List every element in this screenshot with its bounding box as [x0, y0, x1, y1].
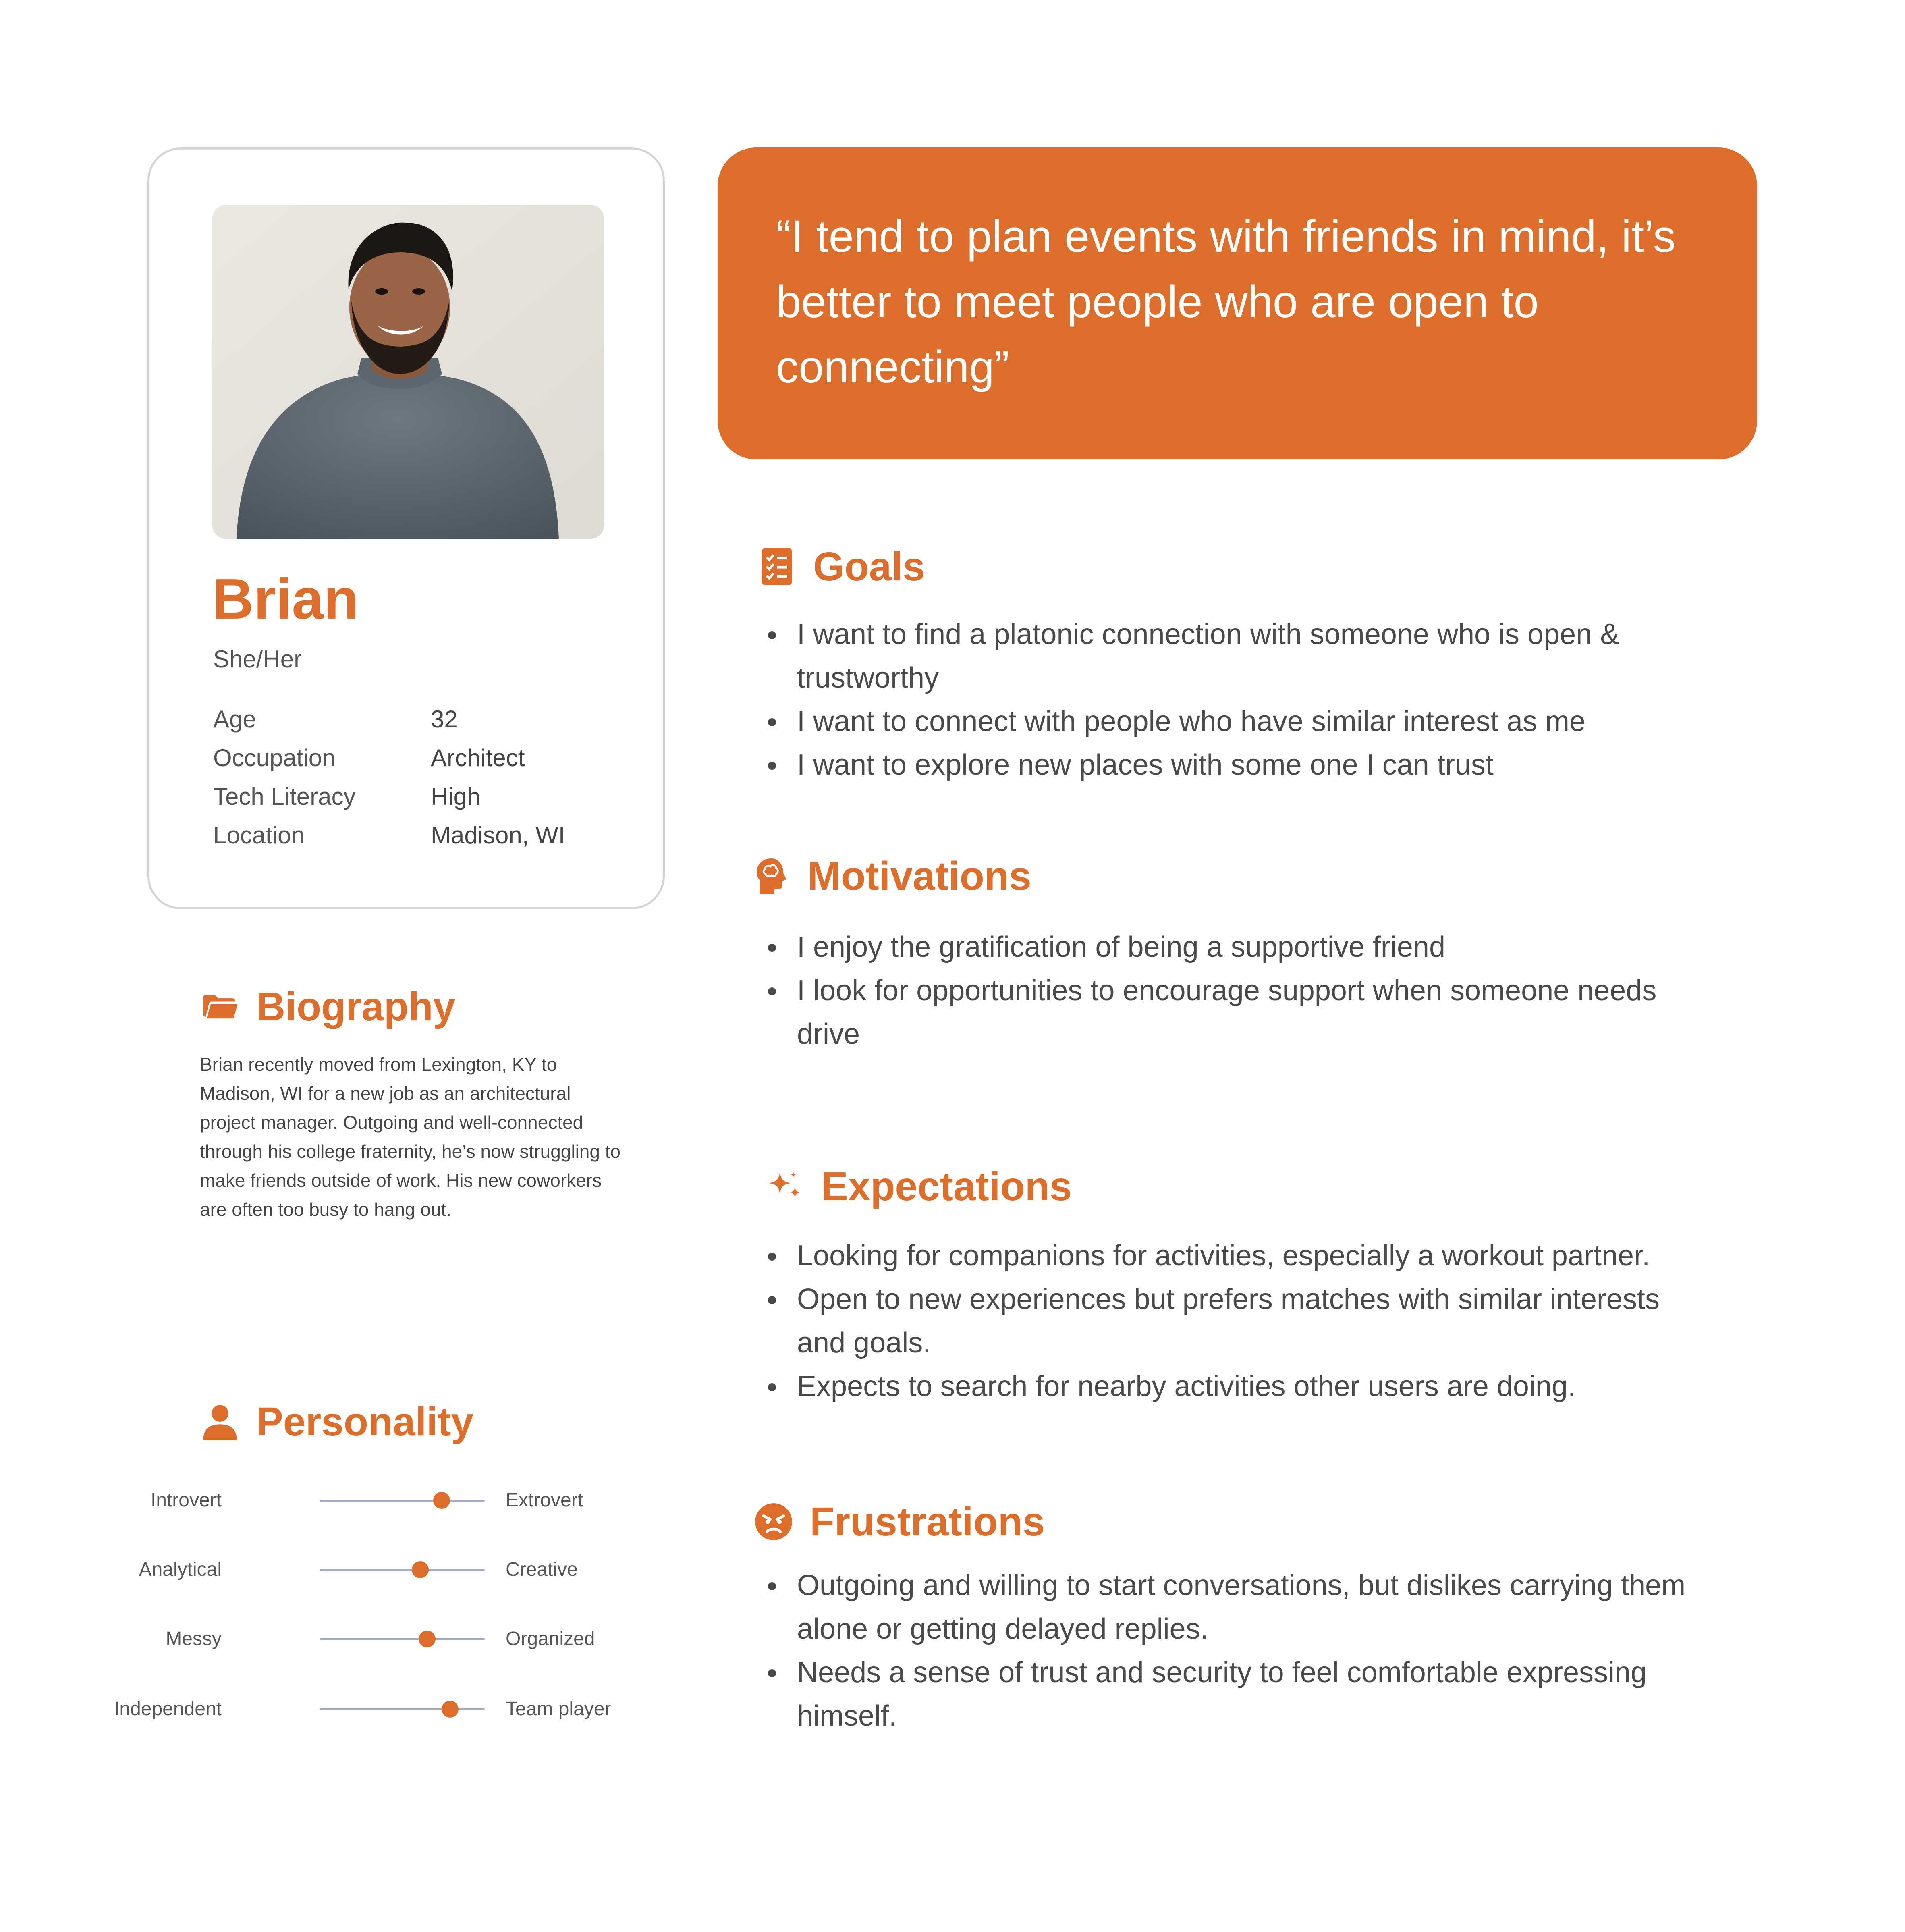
person-icon	[200, 1402, 240, 1442]
trait-row-independent-team-player	[114, 1691, 645, 1727]
trait-right-label: Extrovert	[506, 1490, 583, 1511]
trait-slider-track	[320, 1638, 485, 1640]
trait-slider-knob[interactable]	[442, 1701, 459, 1718]
detail-row-age	[213, 700, 565, 738]
list-item: Looking for companions for activities, especially a workout partner.	[765, 1234, 1691, 1278]
detail-row-tech-literacy	[213, 777, 565, 816]
section-title: Frustrations	[810, 1499, 1045, 1544]
list-item: Outgoing and willing to start conversations, but dislikes carrying them alone or getting delayed replies.	[765, 1564, 1691, 1651]
motivations-heading	[753, 854, 1031, 899]
detail-label: Age	[213, 705, 256, 733]
list-item: I want to connect with people who have similar interest as me	[765, 700, 1691, 743]
trait-right-label: Creative	[506, 1559, 578, 1580]
biography-heading	[200, 984, 456, 1029]
trait-left-label: Introvert	[150, 1490, 222, 1511]
detail-value: Architect	[431, 744, 525, 771]
persona-quote-box	[718, 147, 1757, 459]
detail-value: Madison, WI	[431, 821, 565, 849]
motivations-list	[765, 925, 1691, 1056]
detail-label: Tech Literacy	[213, 783, 356, 810]
expectations-list	[765, 1234, 1691, 1408]
trait-slider-knob[interactable]	[433, 1492, 450, 1509]
detail-value: High	[431, 783, 481, 810]
detail-label: Occupation	[213, 744, 336, 771]
detail-row-location	[213, 816, 565, 854]
personality-heading	[200, 1399, 474, 1444]
list-item: I look for opportunities to encourage support when someone needs drive	[765, 969, 1691, 1056]
angry-face-icon	[753, 1502, 794, 1542]
section-title: Goals	[813, 544, 925, 589]
detail-row-occupation	[213, 738, 565, 777]
persona-quote: “I tend to plan events with friends in mind, it’s better to meet people who are open to connecting”	[776, 211, 1676, 392]
list-item: Expects to search for nearby activities other users are doing.	[765, 1365, 1691, 1408]
section-title: Motivations	[807, 854, 1031, 899]
profile-photo	[212, 205, 604, 539]
profile-card	[147, 147, 665, 909]
trait-slider-track	[320, 1569, 485, 1571]
list-item: I enjoy the gratification of being a supportive friend	[765, 925, 1691, 969]
trait-left-label: Independent	[114, 1698, 222, 1720]
list-item: Needs a sense of trust and security to feel comfortable expressing himself.	[765, 1651, 1691, 1738]
trait-right-label: Organized	[506, 1628, 595, 1649]
trait-left-label: Messy	[166, 1628, 222, 1649]
detail-value: 32	[431, 705, 458, 733]
section-title: Expectations	[821, 1164, 1072, 1209]
brain-head-icon	[753, 856, 789, 896]
detail-label: Location	[213, 821, 305, 849]
persona-details	[213, 700, 565, 854]
section-title: Personality	[256, 1399, 474, 1444]
trait-slider-knob[interactable]	[419, 1631, 436, 1647]
list-item: Open to new experiences but prefers matches with similar interests and goals.	[765, 1278, 1691, 1365]
trait-slider-knob[interactable]	[412, 1561, 429, 1578]
frustrations-heading	[753, 1499, 1045, 1544]
checklist-icon	[759, 546, 795, 587]
trait-slider-track	[320, 1708, 485, 1710]
biography-text: Brian recently moved from Lexington, KY to Madison, WI for a new job as an architectural project manager. Outgoing and well-connected through his college fraternity, he’s now struggling to make friends outside of work. His new coworkers are often too busy to hang out.	[200, 1054, 621, 1220]
sparkles-icon	[765, 1166, 805, 1207]
list-item: I want to find a platonic connection with someone who is open & trustworthy	[765, 613, 1691, 700]
persona-pronouns: She/Her	[213, 646, 302, 673]
trait-row-introvert-extrovert	[121, 1482, 645, 1519]
trait-right-label: Team player	[506, 1698, 611, 1720]
goals-list	[765, 613, 1691, 787]
expectations-heading	[765, 1166, 1072, 1207]
section-title: Biography	[256, 984, 456, 1029]
list-item: I want to explore new places with some one I can trust	[765, 743, 1691, 787]
trait-slider-track	[320, 1500, 485, 1502]
persona-name: Brian	[212, 567, 359, 631]
trait-row-messy-organized	[121, 1621, 645, 1657]
trait-row-analytical-creative	[121, 1552, 645, 1588]
goals-heading	[759, 546, 925, 587]
folder-icon	[200, 987, 240, 1027]
trait-left-label: Analytical	[139, 1559, 222, 1580]
frustrations-list	[765, 1564, 1691, 1738]
